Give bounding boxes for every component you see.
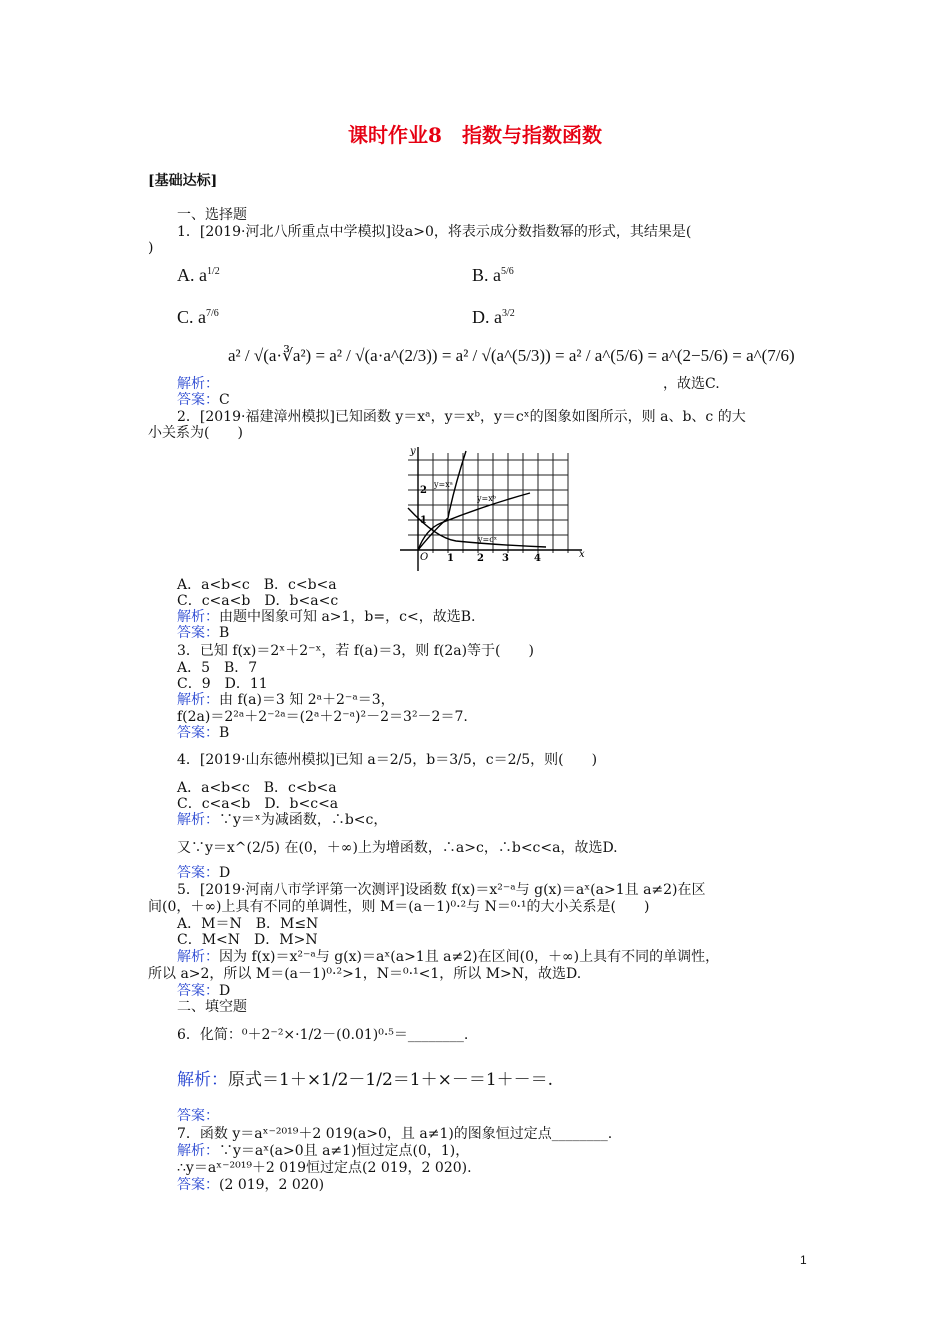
q7-answer: 答案：(2 019，2 020) xyxy=(177,1177,325,1193)
q1-option-a: A. $a^{1/2}$ xyxy=(177,265,220,285)
q1-option-c: C. $a^{7/6}$ xyxy=(177,307,219,327)
q1-option-d: D. $a^{3/2}$ xyxy=(472,307,515,327)
q4-options-2: C．c<a<b D．b<c<a xyxy=(177,796,339,812)
q3-jiexi: 解析：由 f(a)＝3 知 2ᵃ＋2⁻ᵃ＝3， xyxy=(177,692,395,708)
q1-stem-cont: ) xyxy=(148,240,154,256)
q3-answer: 答案：B xyxy=(177,725,230,741)
q2-stem: 2．[2019·福建漳州模拟]已知函数 y＝xᵃ，y＝xᵇ，y＝cˣ的图象如图所示，则 a、b、c 的大 xyxy=(177,409,746,425)
q1-option-b: B. $a^{5/6}$ xyxy=(472,265,514,285)
page-number: 1 xyxy=(800,1253,807,1267)
x-axis-label: x xyxy=(579,549,585,560)
q1-formula: a² / √(a·∛a²) = a² / √(a·a^(2/3)) = a² / √(a^(5/3)) = a² / a^(5/6) = a^(2−5/6) = a^(7/6) xyxy=(228,346,795,365)
y-axis-label: y xyxy=(410,446,416,457)
x-tick-4: 4 xyxy=(534,553,541,564)
label-y-xa: y=xᵃ xyxy=(434,480,453,489)
q4-stem: 4．[2019·山东德州模拟]已知 a＝2/5，b＝3/5，c＝2/5，则( ) xyxy=(177,752,598,768)
label-y-cx: y=cˣ xyxy=(478,535,498,544)
q4-jiexi: 解析：∵y＝ˣ为减函数，∴b<c， xyxy=(177,812,388,828)
curve-y-xb xyxy=(418,493,530,550)
q5-answer: 答案：D xyxy=(177,983,231,999)
q2-answer: 答案：B xyxy=(177,625,230,641)
q2-options-1: A．a<b<c B．c<b<a xyxy=(177,577,337,593)
q1-answer: 答案：C xyxy=(177,392,230,408)
q5-options-2: C．M<N D．M>N xyxy=(177,932,318,948)
q5-jiexi-line2: 所以 a>2，所以 M＝(a－1)⁰·²>1，N＝⁰·¹<1，所以 M>N，故选D. xyxy=(148,966,582,982)
x-tick-2: 2 xyxy=(477,553,484,564)
q7-jiexi: 解析：∵y＝aˣ(a>0且 a≠1)恒过定点(0，1)， xyxy=(177,1143,470,1159)
curve-y-cx xyxy=(408,508,546,547)
origin-label: O xyxy=(420,552,429,563)
x-tick-3: 3 xyxy=(502,553,509,564)
q2-stem-cont: 小关系为( ) xyxy=(148,425,243,441)
q1-jiexi-tail: ，故选C. xyxy=(663,376,720,392)
part-one-heading: 一、选择题 xyxy=(177,207,247,223)
q3-options-1: A．5 B．7 xyxy=(177,660,258,676)
x-tick-1: 1 xyxy=(447,553,454,564)
q5-stem-cont: 间(0，＋∞)上具有不同的单调性，则 M＝(a－1)⁰·²与 N＝⁰·¹的大小关系是( ) xyxy=(148,899,650,915)
q5-options-1: A．M＝N B．M≤N xyxy=(177,916,319,932)
part-two-heading: 二、填空题 xyxy=(177,999,247,1015)
section-label: [基础达标] xyxy=(148,173,218,189)
q1-jiexi-label: 解析： xyxy=(177,376,219,392)
q3-options-2: C．9 D．11 xyxy=(177,676,268,692)
function-graph xyxy=(396,443,596,573)
q4-answer: 答案：D xyxy=(177,865,231,881)
q5-stem: 5．[2019·河南八市学评第一次测评]设函数 f(x)＝x²⁻ᵃ与 g(x)＝aˣ(a>1且 a≠2)在区 xyxy=(177,882,706,898)
q4-jiexi-line2: 又∵y＝x^(2/5) 在(0，＋∞)上为增函数，∴a>c，∴b<c<a，故选D. xyxy=(177,840,618,856)
q7-jiexi-line2: ∴y＝aˣ⁻²⁰¹⁹＋2 019恒过定点(2 019，2 020). xyxy=(177,1160,472,1176)
q6-jiexi: 解析：原式＝1＋×1/2－1/2＝1＋×－＝1＋－＝. xyxy=(177,1070,554,1090)
y-tick-1: 1 xyxy=(420,515,427,526)
q6-stem: 6．化简：⁰＋2⁻²×·1/2－(0.01)⁰·⁵＝________. xyxy=(177,1027,469,1043)
q2-options-2: C．c<a<b D．b<a<c xyxy=(177,593,339,609)
q7-stem: 7．函数 y＝aˣ⁻²⁰¹⁹＋2 019(a>0，且 a≠1)的图象恒过定点________. xyxy=(177,1126,613,1142)
q3-stem: 3．已知 f(x)＝2ˣ＋2⁻ˣ，若 f(a)＝3，则 f(2a)等于( ) xyxy=(177,643,534,659)
q2-jiexi: 解析：由题中图象可知 a>1，b=，c<，故选B. xyxy=(177,609,476,625)
q5-jiexi: 解析：因为 f(x)＝x²⁻ᵃ与 g(x)＝aˣ(a>1且 a≠2)在区间(0，＋∞)上具有不同的单调性， xyxy=(177,949,720,965)
q4-options-1: A．a<b<c B．c<b<a xyxy=(177,780,337,796)
q6-answer-label: 答案： xyxy=(177,1108,219,1124)
y-tick-2: 2 xyxy=(420,485,427,496)
page-title: 课时作业8 指数与指数函数 xyxy=(348,123,602,147)
label-y-xb: y=xᵇ xyxy=(477,494,496,503)
q3-jiexi-line2: f(2a)＝2²ᵃ＋2⁻²ᵃ＝(2ᵃ＋2⁻ᵃ)²－2＝3²－2＝7. xyxy=(177,709,468,725)
q1-stem: 1．[2019·河北八所重点中学模拟]设a>0，将表示成分数指数幂的形式，其结果是( xyxy=(177,224,692,240)
